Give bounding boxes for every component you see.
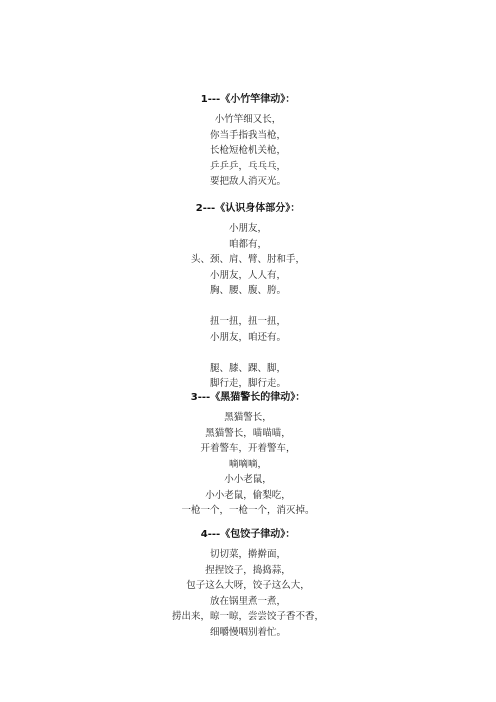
poem-line: 头、颈、肩、臂、肘和手， — [190, 254, 305, 265]
stanza-break — [0, 299, 496, 315]
poem-line: 腿、膝、踝、脚， — [209, 362, 286, 374]
poem-line: 脚行走，脚行走。 — [209, 378, 286, 389]
poem-line: 咱都有， — [228, 238, 267, 250]
poem-section-3 — [0, 390, 496, 519]
poem-title: 4---《包饺子律动》： — [200, 529, 296, 540]
poem-line: 小朋友， — [228, 223, 267, 234]
poem-title: 1---《小竹竿律动》： — [200, 94, 296, 105]
poem-section-1 — [0, 92, 496, 190]
poem-line: 放在锅里煮一煮， — [209, 595, 286, 607]
poem-line: 胸、腰、腹、胯。 — [209, 285, 286, 296]
poem-line: 乒乒乒，乓乓乓， — [209, 160, 286, 172]
poem-line: 黑猫警长，喵喵喵， — [205, 427, 291, 439]
poem-line: 嘀嘀嘀， — [228, 458, 267, 470]
poem-line: 切切菜，擀擀面， — [209, 549, 286, 560]
poem-line: 小小老鼠，偷梨吃， — [205, 489, 291, 501]
poem-line: 细嚼慢咽别着忙。 — [209, 626, 286, 638]
poem-section-2 — [0, 201, 496, 392]
poem-line: 包子这么大呀，饺子这么大， — [186, 580, 310, 591]
poem-section-4 — [0, 527, 496, 640]
poem-title: 3---《黑猫警长的律动》： — [190, 392, 306, 403]
poem-line: 一枪一个，一枪一个，消灭掉。 — [181, 505, 315, 516]
poem-line: 小朋友，人人有， — [209, 269, 286, 281]
stanza-break — [0, 345, 496, 361]
poem-line: 要把敌人消灭光。 — [209, 176, 286, 187]
poem-line: 小小老鼠， — [224, 474, 272, 485]
poem-line: 小竹竿细又长， — [214, 114, 282, 125]
poem-line: 捞出来，晾一晾，尝尝饺子香不香， — [171, 611, 324, 622]
poem-line: 黑猫警长， — [224, 412, 272, 423]
poem-line: 扭一扭，扭一扭， — [209, 316, 286, 327]
poem-line: 捏捏饺子，捣捣蒜， — [205, 564, 291, 576]
poem-line: 长枪短枪机关枪， — [209, 145, 286, 156]
poem-line: 你当手指我当枪， — [209, 129, 286, 141]
poem-line: 开着警车，开着警车， — [200, 443, 296, 454]
poem-title: 2---《认识身体部分》： — [195, 203, 301, 214]
poem-line: 小朋友，咱还有。 — [209, 331, 286, 343]
